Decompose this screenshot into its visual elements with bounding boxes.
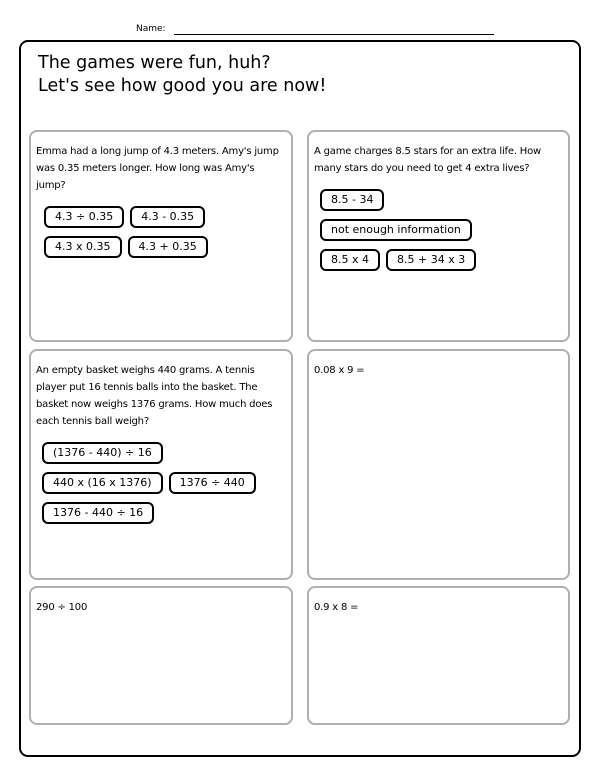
answer-choices: [314, 189, 563, 271]
choice-button[interactable]: 4.3 + 0.35: [128, 236, 208, 258]
choice-button[interactable]: 1376 - 440 ÷ 16: [42, 502, 154, 524]
name-line[interactable]: [174, 34, 494, 35]
question-text: 0.9 x 8 =: [314, 602, 359, 613]
question-box-2: [307, 130, 570, 342]
question-box-5[interactable]: [29, 586, 293, 725]
choice-button[interactable]: 8.5 x 4: [320, 249, 380, 271]
choice-button[interactable]: 1376 ÷ 440: [169, 472, 256, 494]
question-box-6[interactable]: [307, 586, 570, 725]
choice-button[interactable]: 8.5 + 34 x 3: [386, 249, 476, 271]
choice-button[interactable]: 4.3 ÷ 0.35: [44, 206, 124, 228]
question-text: 0.08 x 9 =: [314, 365, 365, 376]
question-text: An empty basket weighs 440 grams. A tennis player put 16 tennis balls into the basket. The basket now weighs 1376 grams. How much does each tennis ball weigh?: [36, 365, 273, 427]
question-text: A game charges 8.5 stars for an extra life. How many stars do you need to get 4 extra lives?: [314, 146, 542, 174]
choice-button[interactable]: 4.3 - 0.35: [130, 206, 205, 228]
answer-choices: [36, 206, 286, 258]
title-line-1: The games were fun, huh?: [38, 53, 271, 73]
title-line-2: Let's see how good you are now!: [38, 76, 327, 96]
choice-button[interactable]: 4.3 x 0.35: [44, 236, 122, 258]
choice-button[interactable]: (1376 - 440) ÷ 16: [42, 442, 163, 464]
name-label: Name:: [136, 24, 166, 34]
choice-button[interactable]: not enough information: [320, 219, 472, 241]
choice-button[interactable]: 8.5 - 34: [320, 189, 384, 211]
choice-button[interactable]: 440 x (16 x 1376): [42, 472, 163, 494]
question-box-4[interactable]: [307, 349, 570, 580]
worksheet-title: [38, 52, 326, 98]
question-text: 290 ÷ 100: [36, 602, 88, 613]
answer-choices: [36, 442, 286, 524]
name-field: [136, 24, 496, 38]
question-box-3: [29, 349, 293, 580]
question-text: Emma had a long jump of 4.3 meters. Amy's jump was 0.35 meters longer. How long was Amy's jump?: [36, 146, 279, 191]
question-box-1: [29, 130, 293, 342]
